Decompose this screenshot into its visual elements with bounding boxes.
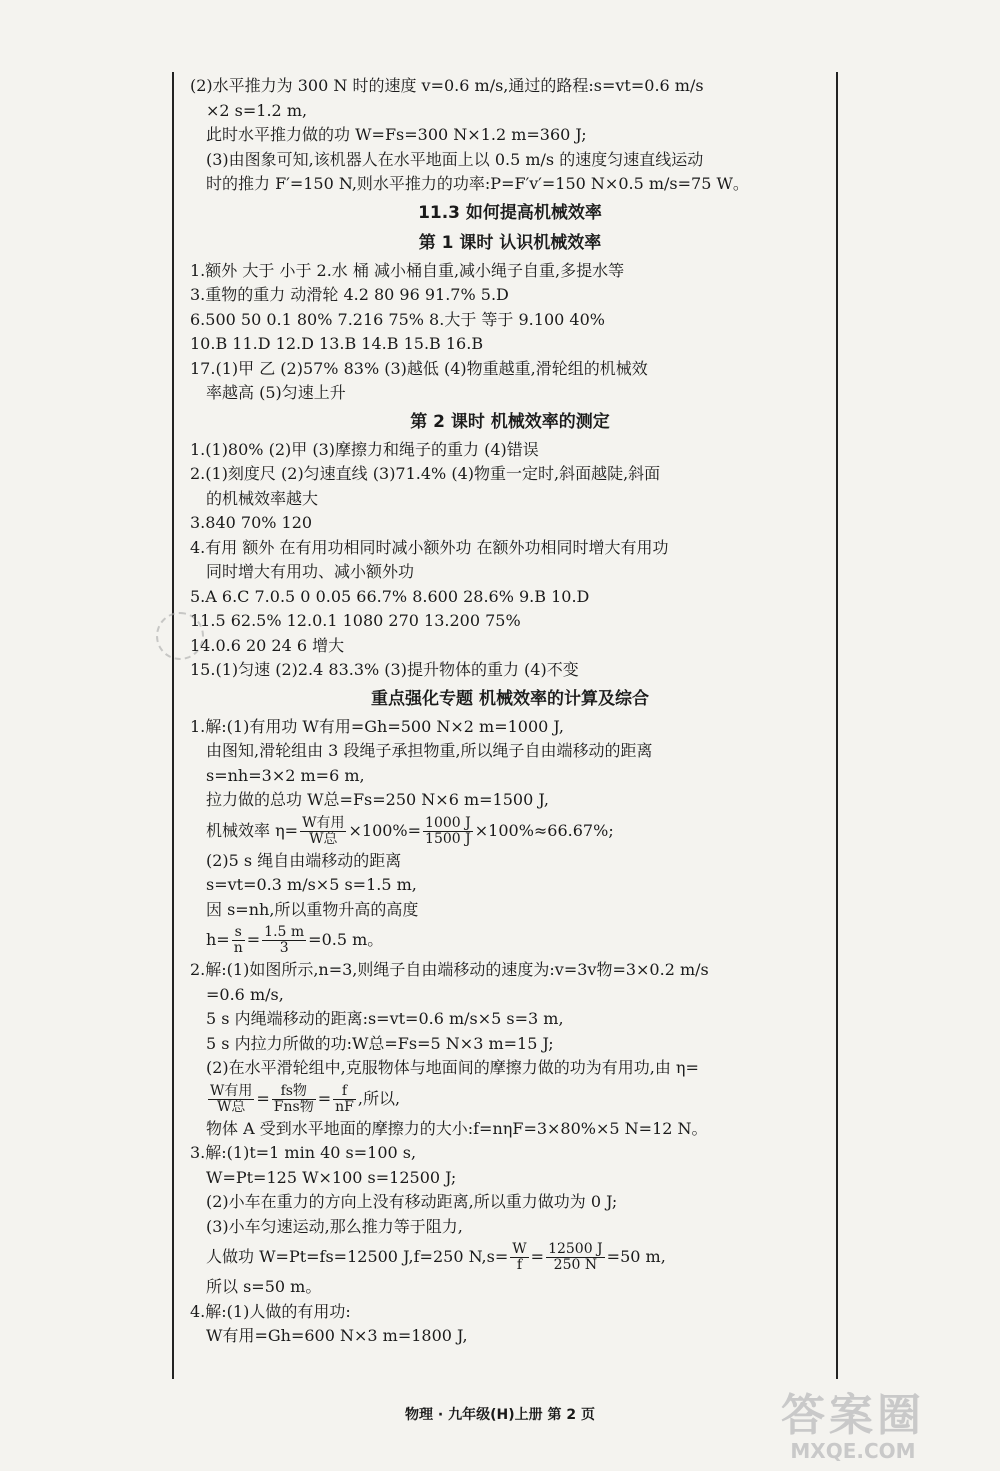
watermark-logo: 答案圈 MXQE.COM <box>781 1390 925 1463</box>
text-line: (2)在水平滑轮组中,克服物体与地面间的摩擦力做的功为有用功,由 η= <box>206 1058 699 1077</box>
text-line: 时的推力 F′=150 N,则水平推力的功率:P=F′v′=150 N×0.5 m/s=75 W。 <box>206 174 749 193</box>
fraction: $\frac{12500 J}{250 N}$ <box>548 1241 603 1273</box>
right-margin-rule <box>836 72 838 1379</box>
text-line: (3)小车匀速运动,那么推力等于阻力, <box>206 1216 463 1236</box>
fraction: $\frac{\text{W有用}}{\text{W总}}$ <box>302 814 345 847</box>
fraction: $\frac{s}{n}$ <box>233 924 243 956</box>
text-line: 2.(1)刻度尺 (2)匀速直线 (3)71.4% (4)物重一定时,斜面越陡,斜面 <box>190 464 661 483</box>
text-line: 14.0.6 20 24 6 增大 <box>190 635 345 655</box>
text-line: 3.840 70% 120 <box>190 513 313 532</box>
text-line: 1.额外 大于 小于 2.水 桶 减小桶自重,减小绳子自重,多提水等 <box>190 260 625 280</box>
fraction: $\frac{\text{fs物}}{\text{Fns物}}$ <box>273 1082 314 1115</box>
fraction: $\frac{1.5 m}{3}$ <box>264 924 305 956</box>
text-line: ×2 s=1.2 m, <box>206 100 308 120</box>
text-line: 所以 s=50 m。 <box>206 1277 322 1296</box>
fraction: $\frac{f}{nF}$ <box>335 1082 354 1115</box>
text-line: 2.解:(1)如图所示,n=3,则绳子自由端移动的速度为:v=3v物=3×0.2 m/s <box>190 960 709 979</box>
text-line: 拉力做的总功 W总=Fs=250 N×6 m=1500 J, <box>206 790 549 809</box>
text-line: W=Pt=125 W×100 s=12500 J; <box>206 1167 457 1187</box>
text-line: 5 s 内绳端移动的距离:s=vt=0.6 m/s×5 s=3 m, <box>206 1009 564 1028</box>
text-line: 率越高 (5)匀速上升 <box>206 383 346 402</box>
text-line: 4.有用 额外 在有用功相同时减小额外功 在额外功相同时增大有用功 <box>190 537 669 557</box>
text-line: 的机械效率越大 <box>206 488 319 508</box>
page-footer: 物理 · 九年级(H)上册 第 2 页 <box>405 1407 595 1423</box>
text-line: (2)水平推力为 300 N 时的速度 v=0.6 m/s,通过的路程:s=vt=0.6 m/s <box>190 76 704 95</box>
text-line: 15.(1)匀速 (2)2.4 83.3% (3)提升物体的重力 (4)不变 <box>190 660 579 679</box>
text-line: 4.解:(1)人做的有用功: <box>190 1301 351 1321</box>
text-line: s=nh=3×2 m=6 m, <box>206 765 365 785</box>
fraction: $\frac{W}{f}$ <box>512 1241 527 1273</box>
height-equation: h= $\frac{s}{n}$ = $\frac{1.5 m}{3}$ =0.5 m。 <box>206 924 384 956</box>
answer-content <box>190 74 830 1349</box>
text-line: 3.重物的重力 动滑轮 4.2 80 96 91.7% 5.D <box>190 285 509 304</box>
text-line: 6.500 50 0.1 80% 7.216 75% 8.大于 等于 9.100 40% <box>190 309 605 329</box>
text-line: 5.A 6.C 7.0.5 0 0.05 66.7% 8.600 28.6% 9.B 10.D <box>190 586 590 606</box>
text-line: 因 s=nh,所以重物升高的高度 <box>206 899 419 919</box>
text-line: 1.(1)80% (2)甲 (3)摩擦力和绳子的重力 (4)错误 <box>190 439 539 459</box>
text-line: W有用=Gh=600 N×3 m=1800 J, <box>206 1326 468 1345</box>
fraction: $\frac{\text{W有用}}{\text{W总}}$ <box>210 1082 253 1115</box>
text-line: 11.5 62.5% 12.0.1 1080 270 13.200 75% <box>190 611 521 630</box>
efficiency-equation: 机械效率 η= $\frac{\text{W有用}}{\text{W总}}$ ×100%= $\frac{1000 J}{1500 J}$ ×100%≈66.67%; <box>206 814 614 847</box>
left-margin-rule <box>172 72 174 1379</box>
distance-equation: 人做功 W=Pt=fs=12500 J,f=250 N,s= $\frac{W}{f}$ = $\frac{12500 J}{250 N}$ =50 m, <box>206 1241 666 1273</box>
text-line: s=vt=0.3 m/s×5 s=1.5 m, <box>206 875 417 894</box>
text-line: 10.B 11.D 12.D 13.B 14.B 15.B 16.B <box>190 334 484 353</box>
text-line: (3)由图象可知,该机器人在水平地面上以 0.5 m/s 的速度匀速直线运动 <box>206 149 704 169</box>
efficiency-equation: $\frac{\text{W有用}}{\text{W总}}$ = $\frac{\text{fs物}}{\text{Fns物}}$ = $\frac{f}{nF}$ ,所以, <box>210 1082 401 1115</box>
lesson1-title: 第 1 课时 认识机械效率 <box>418 232 602 253</box>
section-title: 11.3 如何提高机械效率 <box>418 202 602 223</box>
text-line: 物体 A 受到水平地面的摩擦力的大小:f=nηF=3×80%×5 N=12 N。 <box>206 1118 708 1138</box>
text-line: =0.6 m/s, <box>206 984 284 1004</box>
text-line: (2)小车在重力的方向上没有移动距离,所以重力做功为 0 J; <box>206 1192 618 1211</box>
text-line: 此时水平推力做的功 W=Fs=300 N×1.2 m=360 J; <box>206 125 587 144</box>
special-topic-title: 重点强化专题 机械效率的计算及综合 <box>371 688 649 709</box>
text-line: 同时增大有用功、减小额外功 <box>206 562 415 581</box>
text-line: 1.解:(1)有用功 W有用=Gh=500 N×2 m=1000 J, <box>190 716 564 736</box>
text-line: 3.解:(1)t=1 min 40 s=100 s, <box>190 1143 417 1162</box>
text-line: 17.(1)甲 乙 (2)57% 83% (3)越低 (4)物重越重,滑轮组的机械效 <box>190 358 648 378</box>
lesson2-title: 第 2 课时 机械效率的测定 <box>410 411 610 432</box>
text-line: (2)5 s 绳自由端移动的距离 <box>206 850 402 870</box>
text-line: 5 s 内拉力所做的功:W总=Fs=5 N×3 m=15 J; <box>206 1033 554 1053</box>
fraction: $\frac{1000 J}{1500 J}$ <box>425 814 471 847</box>
text-line: 由图知,滑轮组由 3 段绳子承担物重,所以绳子自由端移动的距离 <box>206 741 653 760</box>
